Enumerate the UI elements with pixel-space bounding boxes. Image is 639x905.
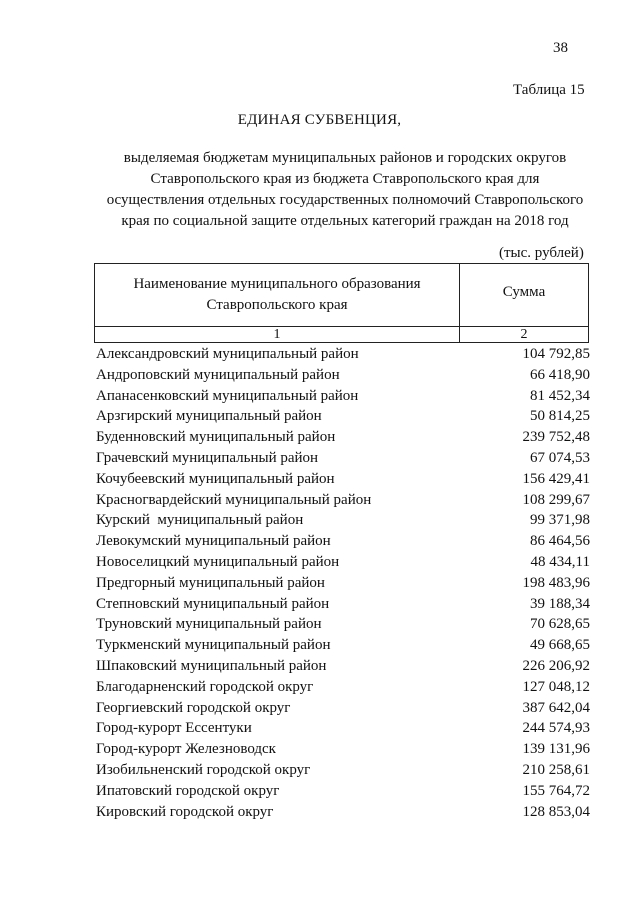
- table-row: [96, 739, 590, 760]
- municipality-name: Благодарненский городской округ: [96, 678, 314, 695]
- municipality-name: Грачевский муниципальный район: [96, 449, 319, 466]
- amount-value: 387 642,04: [522, 699, 590, 716]
- column-number-1: 1: [273, 327, 281, 342]
- municipality-name: Новоселицкий муниципальный район: [96, 553, 340, 570]
- amount-value: 139 131,96: [522, 741, 590, 758]
- table-body: [96, 344, 590, 822]
- column-header-name: [95, 274, 459, 316]
- municipality-name: Георгиевский городской округ: [96, 699, 291, 716]
- table-row: [96, 635, 590, 656]
- amount-value: 128 853,04: [522, 803, 590, 820]
- amount-value: 108 299,67: [522, 491, 590, 508]
- table-row: [96, 469, 590, 490]
- table-row: [96, 386, 590, 407]
- subtitle-line: Ставропольского края из бюджета Ставропольского края для: [150, 171, 540, 187]
- table-row: [96, 698, 590, 719]
- units-label: (тыс. рублей): [499, 245, 584, 261]
- amount-value: 210 258,61: [522, 761, 590, 778]
- amount-value: 48 434,11: [530, 553, 590, 570]
- table-row: [96, 718, 590, 739]
- municipality-name: Александровский муниципальный район: [96, 346, 359, 362]
- municipality-name: Город-курорт Железноводск: [96, 741, 276, 758]
- municipality-name: Изобильненский городской округ: [96, 761, 311, 778]
- table-row: [96, 552, 590, 573]
- table-row: [96, 531, 590, 552]
- amount-value: 66 418,90: [530, 366, 590, 383]
- amount-value: 104 792,85: [522, 346, 590, 362]
- table-row: [96, 677, 590, 698]
- table-row: [96, 781, 590, 802]
- subtitle-line: края по социальной защите отдельных категорий граждан на 2018 год: [121, 213, 569, 229]
- municipality-name: Кировский городской округ: [96, 803, 274, 820]
- amount-value: 155 764,72: [522, 782, 590, 799]
- column-header-amount: Сумма: [502, 284, 546, 300]
- municipality-name: Буденновский муниципальный район: [96, 429, 336, 446]
- municipality-name: Труновский муниципальный район: [96, 616, 322, 633]
- amount-value: 99 371,98: [530, 512, 590, 529]
- amount-value: 156 429,41: [522, 470, 590, 487]
- table-row: [96, 427, 590, 448]
- column-header-name-line: Ставропольского края: [206, 297, 348, 313]
- municipality-name: Андроповский муниципальный район: [96, 366, 340, 383]
- amount-value: 39 188,34: [530, 595, 590, 612]
- document-title: ЕДИНАЯ СУБВЕНЦИЯ,: [237, 112, 402, 128]
- table-header: [94, 263, 589, 343]
- municipality-name: Шпаковский муниципальный район: [96, 657, 327, 674]
- municipality-name: Туркменский муниципальный район: [96, 637, 331, 654]
- table-row: [96, 406, 590, 427]
- table-row: [96, 573, 590, 594]
- amount-value: 67 074,53: [530, 449, 590, 466]
- municipality-name: Курский муниципальный район: [96, 512, 304, 529]
- municipality-name: Степновский муниципальный район: [96, 595, 330, 612]
- municipality-name: Красногвардейский муниципальный район: [96, 491, 372, 508]
- municipality-name: Арзгирский муниципальный район: [96, 408, 322, 425]
- amount-value: 239 752,48: [522, 429, 590, 446]
- amount-value: 70 628,65: [530, 616, 590, 633]
- table-row: [96, 760, 590, 781]
- table-row: [96, 656, 590, 677]
- table-row: [96, 365, 590, 386]
- municipality-name: Апанасенковский муниципальный район: [96, 387, 359, 404]
- municipality-name: Кочубеевский муниципальный район: [96, 470, 335, 487]
- municipality-name: Город-курорт Ессентуки: [96, 720, 252, 737]
- table-row: [96, 344, 590, 365]
- column-header-name-line: Наименование муниципального образования: [133, 276, 421, 292]
- municipality-name: Ипатовский городской округ: [96, 782, 280, 799]
- table-row: [96, 490, 590, 511]
- amount-value: 226 206,92: [522, 657, 590, 674]
- table-row: [96, 594, 590, 615]
- municipality-name: Левокумский муниципальный район: [96, 533, 331, 550]
- table-row: [96, 510, 590, 531]
- table-row: [96, 802, 590, 823]
- table-row: [96, 448, 590, 469]
- amount-value: 127 048,12: [522, 678, 590, 695]
- amount-value: 244 574,93: [522, 720, 590, 737]
- amount-value: 81 452,34: [530, 387, 590, 404]
- table-row: [96, 614, 590, 635]
- column-number-2: 2: [520, 327, 528, 342]
- subtitle-line: осуществления отдельных государственных полномочий Ставропольского: [106, 192, 584, 208]
- municipality-name: Предгорный муниципальный район: [96, 574, 325, 591]
- amount-value: 86 464,56: [530, 533, 590, 550]
- amount-value: 49 668,65: [530, 637, 590, 654]
- subtitle-line: выделяемая бюджетам муниципальных районов и городских округов: [123, 150, 567, 166]
- table-label: Таблица 15: [513, 82, 585, 98]
- amount-value: 50 814,25: [530, 408, 590, 425]
- amount-value: 198 483,96: [522, 574, 590, 591]
- document-subtitle: [90, 148, 600, 232]
- page-number: 38: [553, 40, 568, 56]
